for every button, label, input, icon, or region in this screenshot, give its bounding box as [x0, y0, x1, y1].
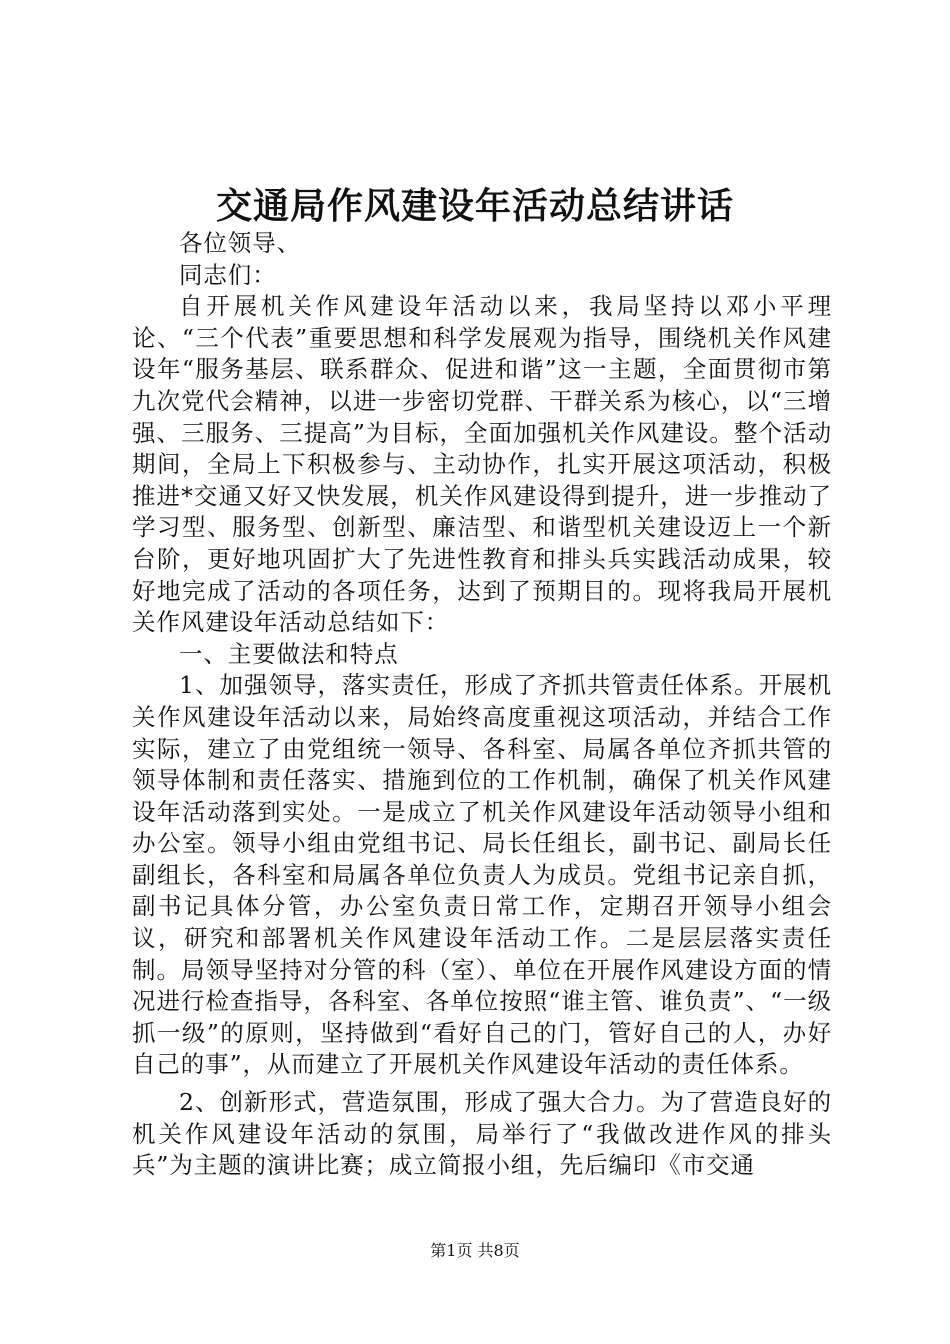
intro-paragraph: 自开展机关作风建设年活动以来，我局坚持以邓小平理论、“三个代表”重要思想和科学发展观为指导，围绕机关作风建设年“服务基层、联系群众、促进和谐”这一主题，全面贯彻市第九次党代会精神，以进一步密切党群、干群关系为核心，以“三增强、三服务、三提高”为目标，全面加强机关作风建设。整个活动期间，全局上下积极参与、主动协作，扎实开展这项活动，积极推进*交通又好又快发展，机关作风建设得到提升，进一步推动了学习型、服务型、创新型、廉洁型、和谐型机关建设迈上一个新台阶，更好地巩固扩大了先进性教育和排头兵实践活动成果，较好地完成了活动的各项任务，达到了预期目的。现将我局开展机关作风建设年活动总结如下： — [132, 292, 832, 637]
salutation-leaders: 各位领导、 — [179, 229, 301, 257]
salutation-comrades: 同志们： — [179, 260, 277, 289]
page-number-footer: 第1页 共8页 — [430, 1241, 520, 1260]
document-title: 交通局作风建设年活动总结讲话 — [215, 185, 734, 227]
paragraph-point-1: 1、加强领导，落实责任，形成了齐抓共管责任体系。开展机关作风建设年活动以来，局始终高度重视这项活动，并结合工作实际，建立了由党组统一领导、各科室、局属各单位齐抓共管的领导体制和责任落实、措施到位的工作机制，确保了机关作风建设年活动落到实处。一是成立了机关作风建设年活动领导小组和办公室。领导小组由党组书记、局长任组长，副书记、副局长任副组长，各科室和局属各单位负责人为成员。党组书记亲自抓，副书记具体分管，办公室负责日常工作，定期召开领导小组会议，研究和部署机关作风建设年活动工作。二是层层落实责任制。局领导坚持对分管的科（室）、单位在开展作风建设方面的情况进行检查指导，各科室、各单位按照“谁主管、谁负责”、“一级抓一级”的原则，坚持做到“看好自己的门，管好自己的人，办好自己的事”，从而建立了开展机关作风建设年活动的责任体系。 — [132, 671, 832, 1079]
section-heading-main-practices: 一、主要做法和特点 — [179, 639, 399, 668]
paragraph-point-2: 2、创新形式，营造氛围，形成了强大合力。为了营造良好的机关作风建设年活动的氛围，局举行了“我做改进作风的排头兵”为主题的演讲比赛；成立简报小组，先后编印《市交通 — [132, 1088, 832, 1180]
document-body — [132, 228, 832, 1182]
